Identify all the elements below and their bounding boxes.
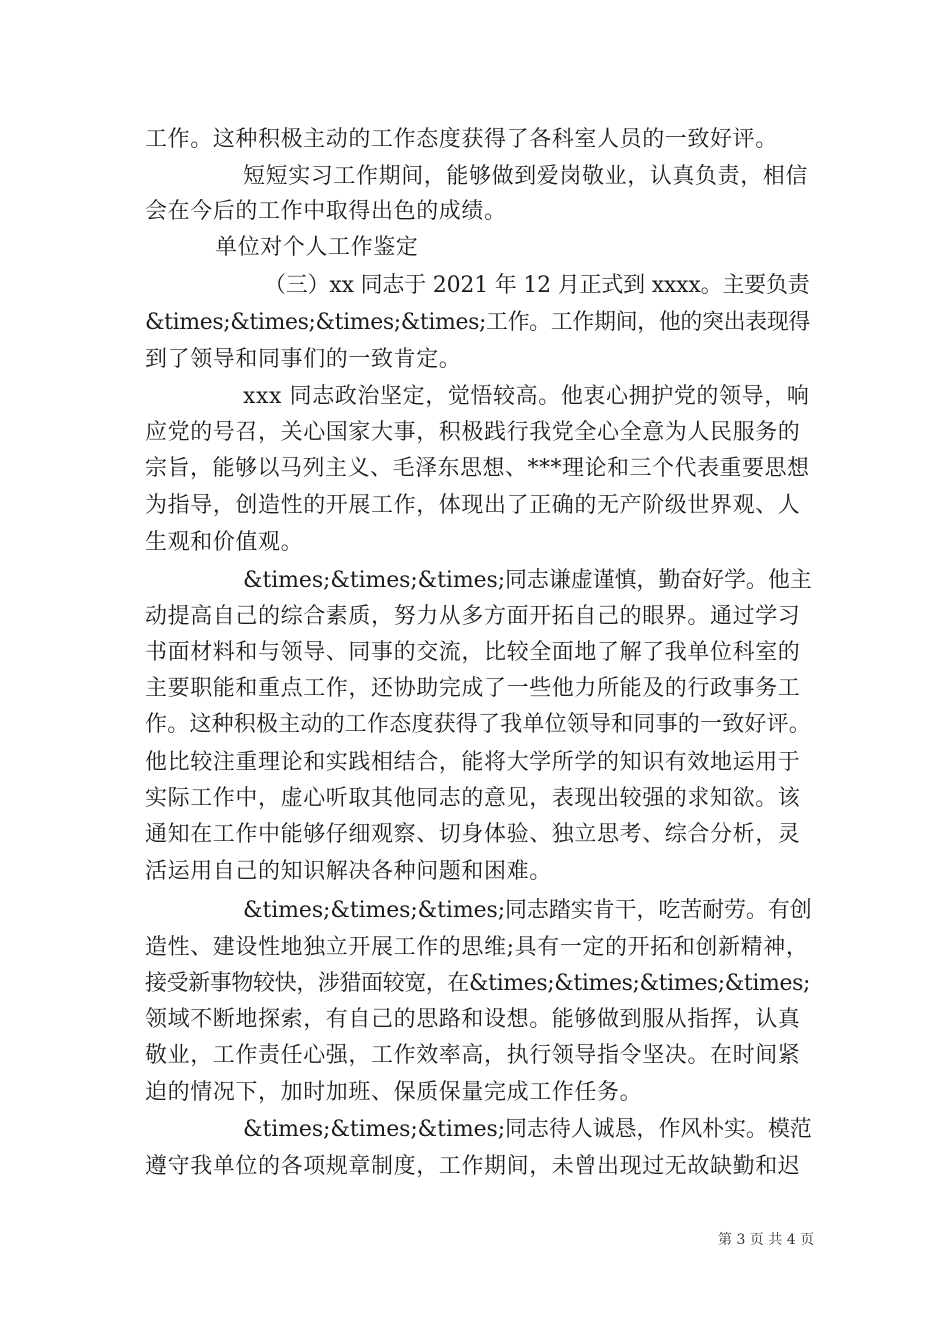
text-line: 书面材料和与领导、同事的交流，比较全面地了解了我单位科室的 [145,640,801,665]
text-line: 造性、建设性地独立开展工作的思维;具有一定的开拓和创新精神， [145,935,809,960]
text-line: 他比较注重理论和实践相结合，能将大学所学的知识有效地运用于 [145,750,801,775]
text-line: （三）xx 同志于 2021 年 12 月正式到 xxxx。主要负责 [264,273,810,298]
text-line: 活运用自己的知识解决各种问题和困难。 [145,859,552,884]
text-line: 会在今后的工作中取得出色的成绩。 [145,199,507,224]
text-line: 通知在工作中能够仔细观察、切身体验、独立思考、综合分析，灵 [145,822,801,847]
text-line: 实际工作中，虚心听取其他同志的意见，表现出较强的求知欲。该 [145,786,801,811]
text-line: 领域不断地探索，有自己的思路和设想。能够做到服从指挥，认真 [145,1007,801,1032]
text-line: 应党的号召，关心国家大事，积极践行我党全心全意为人民服务的 [145,420,801,445]
text-line: 工作。这种积极主动的工作态度获得了各科室人员的一致好评。 [145,127,778,152]
text-line: 主要职能和重点工作，还协助完成了一些他力所能及的行政事务工 [145,676,801,701]
text-line: 接受新事物较快，涉猎面较宽，在&times;&times;&times;&times; [145,971,810,996]
page-number: 第 3 页 共 4 页 [718,1232,815,1248]
section-heading: 单位对个人工作鉴定 [215,235,419,260]
text-line: 短短实习工作期间，能够做到爱岗敬业，认真负责，相信 [243,164,809,189]
text-line: 为指导，创造性的开展工作，体现出了正确的无产阶级世界观、人 [145,493,801,518]
text-line: xxx 同志政治坚定，觉悟较高。他衷心拥护党的领导，响 [243,384,810,409]
text-line: &times;&times;&times;同志踏实肯干，吃苦耐劳。有创 [243,898,812,923]
text-line: 迫的情况下，加时加班、保质保量完成工作任务。 [145,1080,643,1105]
text-line: 敬业，工作责任心强，工作效率高，执行领导指令坚决。在时间紧 [145,1043,801,1068]
text-line: 宗旨，能够以马列主义、毛泽东思想、***理论和三个代表重要思想 [145,456,810,481]
text-line: 生观和价值观。 [145,530,304,555]
text-line: &times;&times;&times;同志谦虚谨慎，勤奋好学。他主 [243,568,812,593]
text-line: &times;&times;&times;&times;工作。工作期间，他的突出表现得 [145,310,810,335]
text-line: 到了领导和同事们的一致肯定。 [145,347,462,372]
text-line: 遵守我单位的各项规章制度，工作期间，未曾出现过无故缺勤和迟 [145,1154,801,1179]
text-line: 作。这种积极主动的工作态度获得了我单位领导和同事的一致好评。 [145,712,812,737]
text-line: 动提高自己的综合素质，努力从多方面开拓自己的眼界。通过学习 [145,604,801,629]
text-line: &times;&times;&times;同志待人诚恳，作风朴实。模范 [243,1117,812,1142]
